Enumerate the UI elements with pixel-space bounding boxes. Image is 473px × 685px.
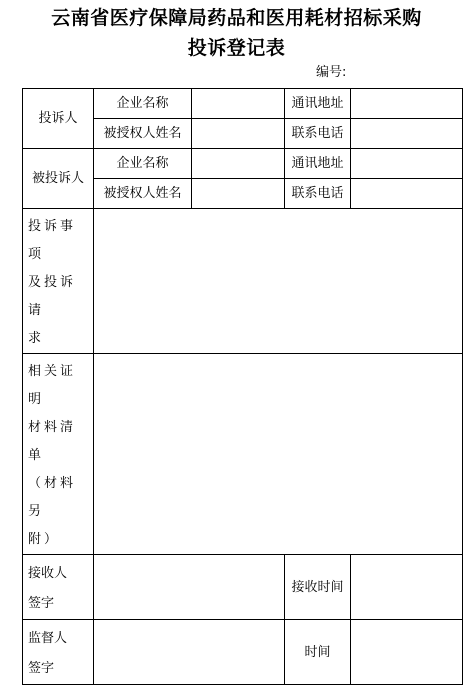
form-title-line2: 投诉登记表 — [187, 37, 286, 59]
complainant-authorized-person-label: 被授权人姓名 — [94, 119, 192, 149]
serial-number-label: 编号: — [316, 65, 347, 80]
receiver-label-line: 接收人 — [28, 566, 68, 581]
respondent-authorized-person-label: 被授权人姓名 — [94, 179, 192, 209]
materials-label-line: 材料清单 — [28, 420, 77, 463]
materials-label-line: （材料另 — [28, 476, 77, 519]
receiver-signature-field[interactable] — [94, 555, 285, 620]
respondent-address-label: 通讯地址 — [285, 149, 351, 179]
materials-label-line: 相关证明 — [28, 364, 77, 407]
matters-label-line: 投诉事项 — [28, 219, 77, 262]
complainant-phone-field[interactable] — [351, 119, 463, 149]
matters-label-line: 求 — [28, 331, 45, 346]
supervisor-time-field[interactable] — [351, 620, 463, 685]
complaint-registration-table — [22, 88, 463, 685]
matters-row — [23, 209, 463, 354]
respondent-company-name-label: 企业名称 — [94, 149, 192, 179]
matters-content-area[interactable] — [94, 209, 463, 354]
respondent-phone-label: 联系电话 — [285, 179, 351, 209]
supervisor-label-line: 监督人 — [28, 631, 68, 646]
complainant-row-1 — [23, 89, 463, 119]
matters-label-line: 及投诉请 — [28, 275, 77, 318]
complainant-address-field[interactable] — [351, 89, 463, 119]
respondent-label: 被投诉人 — [23, 149, 94, 209]
matters-label — [23, 209, 94, 354]
receiver-label — [23, 555, 94, 620]
supervisor-row — [23, 620, 463, 685]
complainant-authorized-person-field[interactable] — [192, 119, 285, 149]
complainant-company-name-label: 企业名称 — [94, 89, 192, 119]
respondent-row-1 — [23, 149, 463, 179]
supervisor-label — [23, 620, 94, 685]
receiver-row — [23, 555, 463, 620]
materials-label-line: 附） — [28, 532, 61, 547]
complainant-company-name-field[interactable] — [192, 89, 285, 119]
form-title-line1: 云南省医疗保障局药品和医用耗材招标采购 — [51, 7, 422, 29]
complainant-address-label: 通讯地址 — [285, 89, 351, 119]
respondent-company-name-field[interactable] — [192, 149, 285, 179]
complainant-label: 投诉人 — [23, 89, 94, 149]
supervisor-time-label: 时间 — [285, 620, 351, 685]
receive-time-field[interactable] — [351, 555, 463, 620]
respondent-address-field[interactable] — [351, 149, 463, 179]
respondent-authorized-person-field[interactable] — [192, 179, 285, 209]
materials-content-area[interactable] — [94, 354, 463, 555]
supervisor-label-line: 签字 — [28, 661, 55, 676]
materials-label — [23, 354, 94, 555]
receiver-label-line: 签字 — [28, 596, 55, 611]
complainant-phone-label: 联系电话 — [285, 119, 351, 149]
respondent-phone-field[interactable] — [351, 179, 463, 209]
supervisor-signature-field[interactable] — [94, 620, 285, 685]
receive-time-label: 接收时间 — [285, 555, 351, 620]
materials-row — [23, 354, 463, 555]
